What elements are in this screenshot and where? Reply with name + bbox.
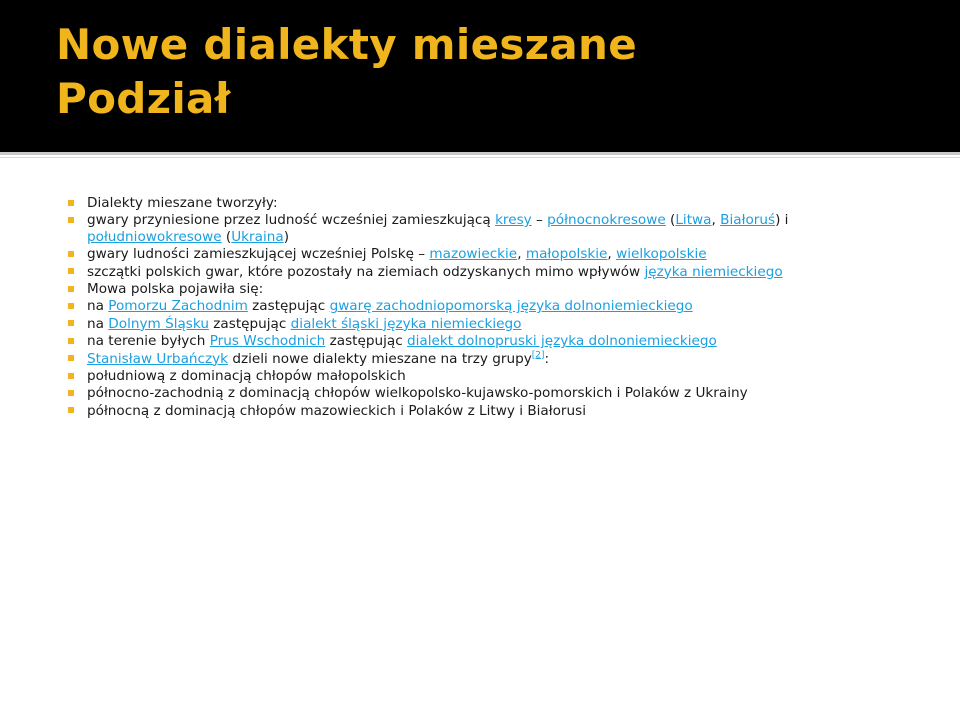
item-text: Mowa polska pojawiła się: [87,281,264,298]
text-link[interactable]: południowokresowe [87,228,222,245]
text-link[interactable]: Dolnym Śląsku [108,315,209,332]
slide-title [56,18,637,126]
list-item [68,246,868,262]
reference-superscript [532,350,545,360]
item-text: ) [283,228,290,245]
text-link[interactable]: wielkopolskie [616,246,707,263]
bullet-icon [68,251,74,257]
list-item [68,385,868,401]
slide-content [68,195,868,420]
bullet-icon [68,407,74,413]
item-text: : [544,350,550,367]
item-text: gwary przyniesione przez ludność wcześniej zamieszkującą [87,212,496,229]
item-text: gwary ludności zamieszkującej wcześniej Polskę – [87,246,430,263]
list-item [68,333,868,349]
bullet-icon [68,303,74,309]
text-link[interactable]: Stanisław Urbańczyk [87,350,229,367]
bullet-icon [68,390,74,396]
item-text: dzieli nowe dialekty mieszane na trzy grupy [228,350,532,367]
item-text: , [517,246,526,263]
title-bar [0,0,960,152]
item-text: północną z dominacją chłopów mazowieckich i Polaków z Litwy i Białorusi [87,402,586,419]
text-link[interactable]: dialekt dolnopruski języka dolnoniemieckiego [407,333,717,350]
title-line-2: Podział [56,74,231,123]
item-text: na [87,298,109,315]
item-text: szczątki polskich gwar, które pozostały na ziemiach odzyskanych mimo wpływów [87,263,645,280]
item-text: ) i [775,212,789,229]
item-text: Dialekty mieszane tworzyły: [87,195,278,211]
text-link[interactable]: języka niemieckiego [644,263,783,280]
item-text: – [531,212,548,229]
item-text: na terenie byłych [87,333,210,350]
item-text: na [87,315,109,332]
text-link[interactable]: Ukraina [231,228,284,245]
header-divider-thin [0,157,960,158]
text-link[interactable]: Białoruś [720,212,776,229]
header-divider [0,152,960,155]
item-text: ( [665,212,676,229]
list-item [68,316,868,332]
item-text: południową z dominacją chłopów małopolskich [87,368,406,385]
item-text: zastępując [247,298,330,315]
bullet-list [68,195,868,419]
text-link[interactable]: kresy [495,212,532,229]
item-text: , [711,212,721,229]
title-line-1: Nowe dialekty mieszane [56,20,638,69]
reference-link[interactable]: [2] [531,350,545,361]
bullet-icon [68,217,74,223]
item-text: ( [221,228,232,245]
list-item [68,264,868,280]
list-item [68,298,868,314]
bullet-icon [68,286,74,292]
text-link[interactable]: Prus Wschodnich [209,333,326,350]
bullet-icon [68,268,74,274]
list-item [68,351,868,367]
text-link[interactable]: mazowieckie [429,246,518,263]
bullet-icon [68,200,74,206]
list-item [68,281,868,297]
bullet-icon [68,338,74,344]
list-item [68,403,868,419]
text-link[interactable]: dialekt śląski języka niemieckiego [290,315,522,332]
list-item [68,195,868,211]
item-text: zastępując [325,333,408,350]
text-link[interactable]: małopolskie [525,246,608,263]
text-link[interactable]: północnokresowe [547,212,666,229]
bullet-icon [68,373,74,379]
list-item [68,212,868,245]
item-text: północno-zachodnią z dominacją chłopów wielkopolsko-kujawsko-pomorskich i Polaków z Ukrainy [87,385,748,402]
item-text: zastępując [208,315,291,332]
text-link[interactable]: gwarę zachodniopomorską języka dolnoniemieckiego [329,298,693,315]
list-item [68,368,868,384]
bullet-icon [68,320,74,326]
bullet-icon [68,355,74,361]
text-link[interactable]: Pomorzu Zachodnim [108,298,248,315]
text-link[interactable]: Litwa [675,212,712,229]
item-text: , [607,246,617,263]
